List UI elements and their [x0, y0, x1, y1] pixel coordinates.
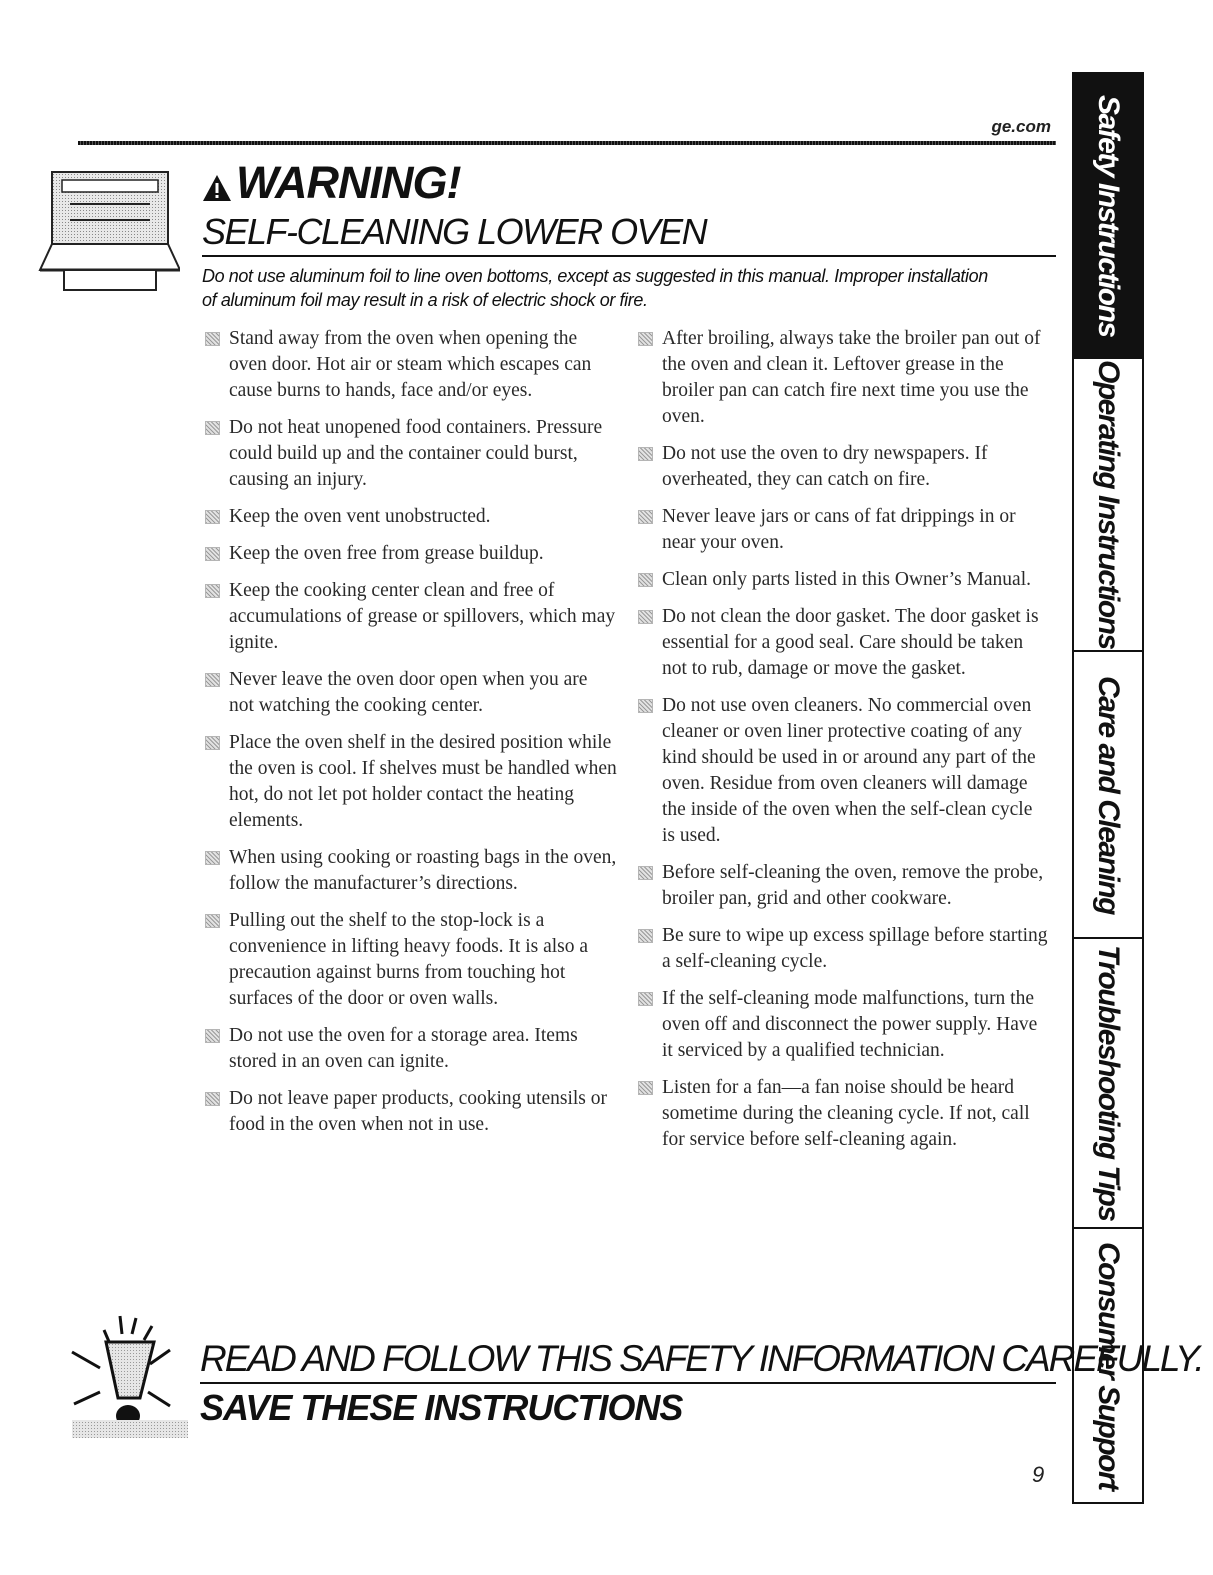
bullet-icon [205, 584, 220, 598]
list-item: Do not heat unopened food containers. Pressure could build up and the container could burst, causing an injury. [205, 415, 617, 493]
tab-label: Care and Cleaning [1092, 675, 1125, 914]
list-item: Place the oven shelf in the desired position while the oven is cool. If shelves must be handled when hot, do not let pot holder contact the heating elements. [205, 730, 617, 834]
list-item: Pulling out the shelf to the stop-lock is a convenience in lifting heavy foods. It is also a precaution against burns from touching hot surfaces of the door or oven walls. [205, 908, 617, 1012]
bullet-icon [638, 699, 653, 713]
tab-consumer-support[interactable] [1074, 1229, 1142, 1502]
list-item: Stand away from the oven when opening the oven door. Hot air or steam which escapes can cause burns to hands, face and/or eyes. [205, 326, 617, 404]
warning-title [202, 157, 461, 208]
list-item: Do not use the oven for a storage area. Items stored in an oven can ignite. [205, 1023, 617, 1075]
bottom-rule [200, 1382, 1056, 1384]
left-column [205, 326, 617, 1149]
bullet-icon [205, 736, 220, 750]
tab-troubleshooting-tips[interactable] [1074, 939, 1142, 1229]
oven-icon [38, 168, 180, 300]
list-item: Keep the oven vent unobstructed. [205, 504, 617, 530]
tab-label: Safety Instructions [1092, 94, 1125, 337]
list-item: Do not clean the door gasket. The door gasket is essential for a good seal. Care should be taken not to rub, damage or move the gasket. [638, 604, 1050, 682]
caution-exclamation-icon [70, 1308, 190, 1438]
bullet-icon [205, 914, 220, 928]
bullet-icon [205, 1092, 220, 1106]
bullet-icon [638, 610, 653, 624]
tab-label: Troubleshooting Tips [1092, 945, 1125, 1221]
list-item: Do not use oven cleaners. No commercial oven cleaner or oven liner protective coating of any kind should be used in or around any part of the oven. Residue from oven cleaners will damage the inside of the oven when the self-clean cycle is used. [638, 693, 1050, 849]
bullet-icon [205, 332, 220, 346]
bullet-icon [638, 866, 653, 880]
list-item: Before self-cleaning the oven, remove the probe, broiler pan, grid and other cookware. [638, 860, 1050, 912]
tab-label: Consumer Support [1092, 1241, 1125, 1490]
section-rule [202, 255, 1056, 257]
site-url: ge.com [991, 117, 1051, 136]
list-item: Clean only parts listed in this Owner’s Manual. [638, 567, 1050, 593]
bullet-icon [638, 332, 653, 346]
bullet-icon [205, 421, 220, 435]
warning-title-text: WARNING! [236, 157, 461, 208]
read-safety-heading: READ AND FOLLOW THIS SAFETY INFORMATION CAREFULLY. [200, 1338, 1203, 1379]
top-rule [78, 141, 1056, 145]
list-item: When using cooking or roasting bags in the oven, follow the manufacturer’s directions. [205, 845, 617, 897]
section-title: SELF-CLEANING LOWER OVEN [202, 211, 707, 252]
bullet-icon [205, 547, 220, 561]
bullet-icon [205, 673, 220, 687]
tab-safety-instructions[interactable] [1074, 74, 1142, 359]
tab-label: Operating Instructions [1092, 360, 1125, 649]
list-item: Do not leave paper products, cooking utensils or food in the oven when not in use. [205, 1086, 617, 1138]
bullet-icon [638, 929, 653, 943]
bullet-icon [638, 573, 653, 587]
list-item: Never leave jars or cans of fat drippings in or near your oven. [638, 504, 1050, 556]
page-number: 9 [1032, 1462, 1045, 1487]
save-instructions-heading: SAVE THESE INSTRUCTIONS [200, 1387, 683, 1428]
list-item: Never leave the oven door open when you are not watching the cooking center. [205, 667, 617, 719]
bullet-icon [638, 992, 653, 1006]
list-item: Be sure to wipe up excess spillage before starting a self-cleaning cycle. [638, 923, 1050, 975]
right-column [638, 326, 1050, 1164]
bullet-icon [205, 851, 220, 865]
bullet-icon [205, 1029, 220, 1043]
side-tabs [1072, 72, 1144, 1504]
list-item: Keep the oven free from grease buildup. [205, 541, 617, 567]
tab-operating-instructions[interactable] [1074, 359, 1142, 652]
bullet-icon [638, 510, 653, 524]
list-item: Listen for a fan—a fan noise should be heard sometime during the cleaning cycle. If not, call for service before self-cleaning again. [638, 1075, 1050, 1153]
tab-care-and-cleaning[interactable] [1074, 652, 1142, 939]
list-item: Keep the cooking center clean and free of accumulations of grease or spillovers, which may ignite. [205, 578, 617, 656]
list-item: If the self-cleaning mode malfunctions, turn the oven off and disconnect the power supply. Have it serviced by a qualified technician. [638, 986, 1050, 1064]
bullet-icon [638, 1081, 653, 1095]
list-item: Do not use the oven to dry newspapers. If overheated, they can catch on fire. [638, 441, 1050, 493]
intro-warning-text: Do not use aluminum foil to line oven bottoms, except as suggested in this manual. Improper installation of aluminum foil may result in a risk of electric shock or fire. [202, 266, 988, 310]
list-item: After broiling, always take the broiler pan out of the oven and clean it. Leftover grease in the broiler pan can catch fire next time you use the oven. [638, 326, 1050, 430]
bullet-icon [205, 510, 220, 524]
warning-triangle-icon [202, 173, 232, 203]
bullet-icon [638, 447, 653, 461]
